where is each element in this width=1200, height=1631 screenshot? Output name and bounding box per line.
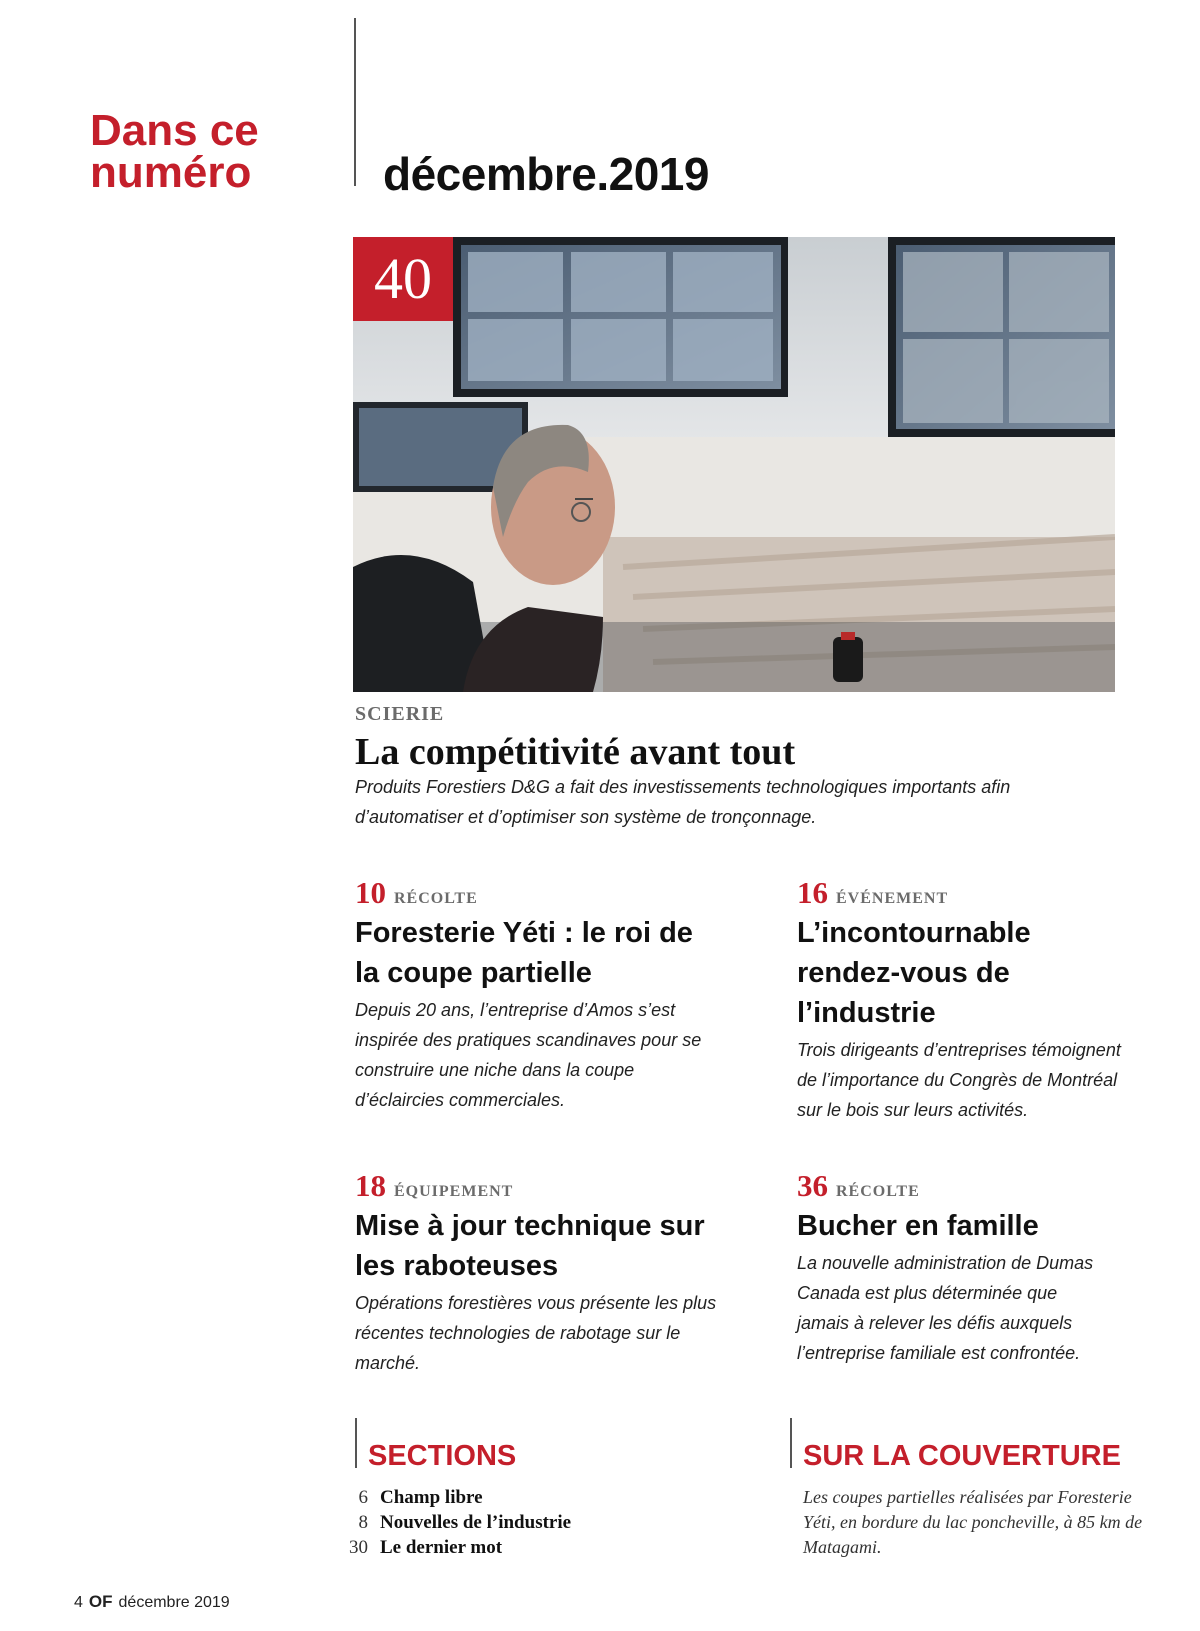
- section-row[interactable]: [338, 1510, 571, 1535]
- article-title[interactable]: L’incontournable rendez-vous de l’industrie: [797, 917, 1031, 1029]
- section-page: 8: [358, 1512, 368, 1533]
- feature-kicker: SCIERIE: [355, 703, 445, 725]
- article-description: La nouvelle administration de Dumas Canada est plus déterminée que jamais à relever les défis auxquels l’entreprise familiale est confrontée.: [797, 1253, 1094, 1363]
- article-page-number: 10: [355, 875, 386, 910]
- feature-page-number: 40: [353, 237, 453, 321]
- article-page-number: 36: [797, 1168, 828, 1203]
- sections-title: SECTIONS: [368, 1440, 517, 1472]
- section-row[interactable]: [338, 1535, 571, 1560]
- article-description: Depuis 20 ans, l’entreprise d’Amos s’est inspirée des pratiques scandinaves pour se construire une niche dans la coupe d’éclaircies commerciales.: [355, 1000, 702, 1110]
- article-kicker: ÉQUIPEMENT: [394, 1183, 514, 1200]
- footer-page-number: 4: [74, 1594, 83, 1611]
- article-item[interactable]: [797, 875, 1127, 1125]
- footer-magazine: OF: [88, 1592, 113, 1611]
- section-page: 30: [349, 1537, 368, 1558]
- article-header: [797, 875, 1127, 911]
- issue-date: décembre.2019: [383, 148, 709, 200]
- section-label[interactable]: Nouvelles de l’industrie: [380, 1512, 572, 1533]
- article-title[interactable]: Bucher en famille: [797, 1210, 1039, 1242]
- section-label[interactable]: Champ libre: [380, 1487, 483, 1508]
- cover-divider: [790, 1418, 792, 1468]
- article-description: Opérations forestières vous présente les plus récentes technologies de rabotage sur le marché.: [355, 1293, 717, 1373]
- article-header: [797, 1168, 1107, 1204]
- feature-title[interactable]: La compétitivité avant tout: [355, 731, 796, 773]
- article-item[interactable]: [355, 875, 725, 1115]
- page-footer: [74, 1592, 230, 1612]
- section-label[interactable]: Le dernier mot: [380, 1537, 503, 1558]
- article-kicker: RÉCOLTE: [394, 890, 478, 907]
- article-title[interactable]: Foresterie Yéti : le roi de la coupe partielle: [355, 917, 693, 989]
- feature-description: Produits Forestiers D&G a fait des investissements technologiques importants afin d’automatiser et d’optimiser son système de tronçonnage.: [355, 777, 1011, 827]
- article-title[interactable]: Mise à jour technique sur les raboteuses: [355, 1210, 705, 1282]
- sections-divider: [355, 1418, 357, 1468]
- sections-list: [338, 1485, 571, 1560]
- section-heading-line1: Dans ce: [90, 106, 259, 155]
- article-page-number: 18: [355, 1168, 386, 1203]
- feature-photo: [353, 237, 1115, 692]
- article-description: Trois dirigeants d’entreprises témoignent de l’importance du Congrès de Montréal sur le bois sur leurs activités.: [797, 1040, 1121, 1120]
- control-room-photo: [353, 237, 1115, 692]
- article-item[interactable]: [355, 1168, 725, 1378]
- article-kicker: ÉVÉNEMENT: [836, 890, 949, 907]
- article-header: [355, 1168, 725, 1204]
- section-page: 6: [358, 1487, 368, 1508]
- article-page-number: 16: [797, 875, 828, 910]
- footer-issue: décembre 2019: [118, 1594, 230, 1611]
- section-heading: [90, 106, 259, 197]
- cover-description: Les coupes partielles réalisées par Foresterie Yéti, en bordure du lac poncheville, à 85 km de Matagami.: [803, 1487, 1143, 1557]
- section-row[interactable]: [338, 1485, 571, 1510]
- article-item[interactable]: [797, 1168, 1107, 1368]
- header-divider: [354, 18, 356, 186]
- cover-title: SUR LA COUVERTURE: [803, 1440, 1121, 1472]
- section-heading-line2: numéro: [90, 148, 252, 197]
- article-kicker: RÉCOLTE: [836, 1183, 920, 1200]
- article-header: [355, 875, 725, 911]
